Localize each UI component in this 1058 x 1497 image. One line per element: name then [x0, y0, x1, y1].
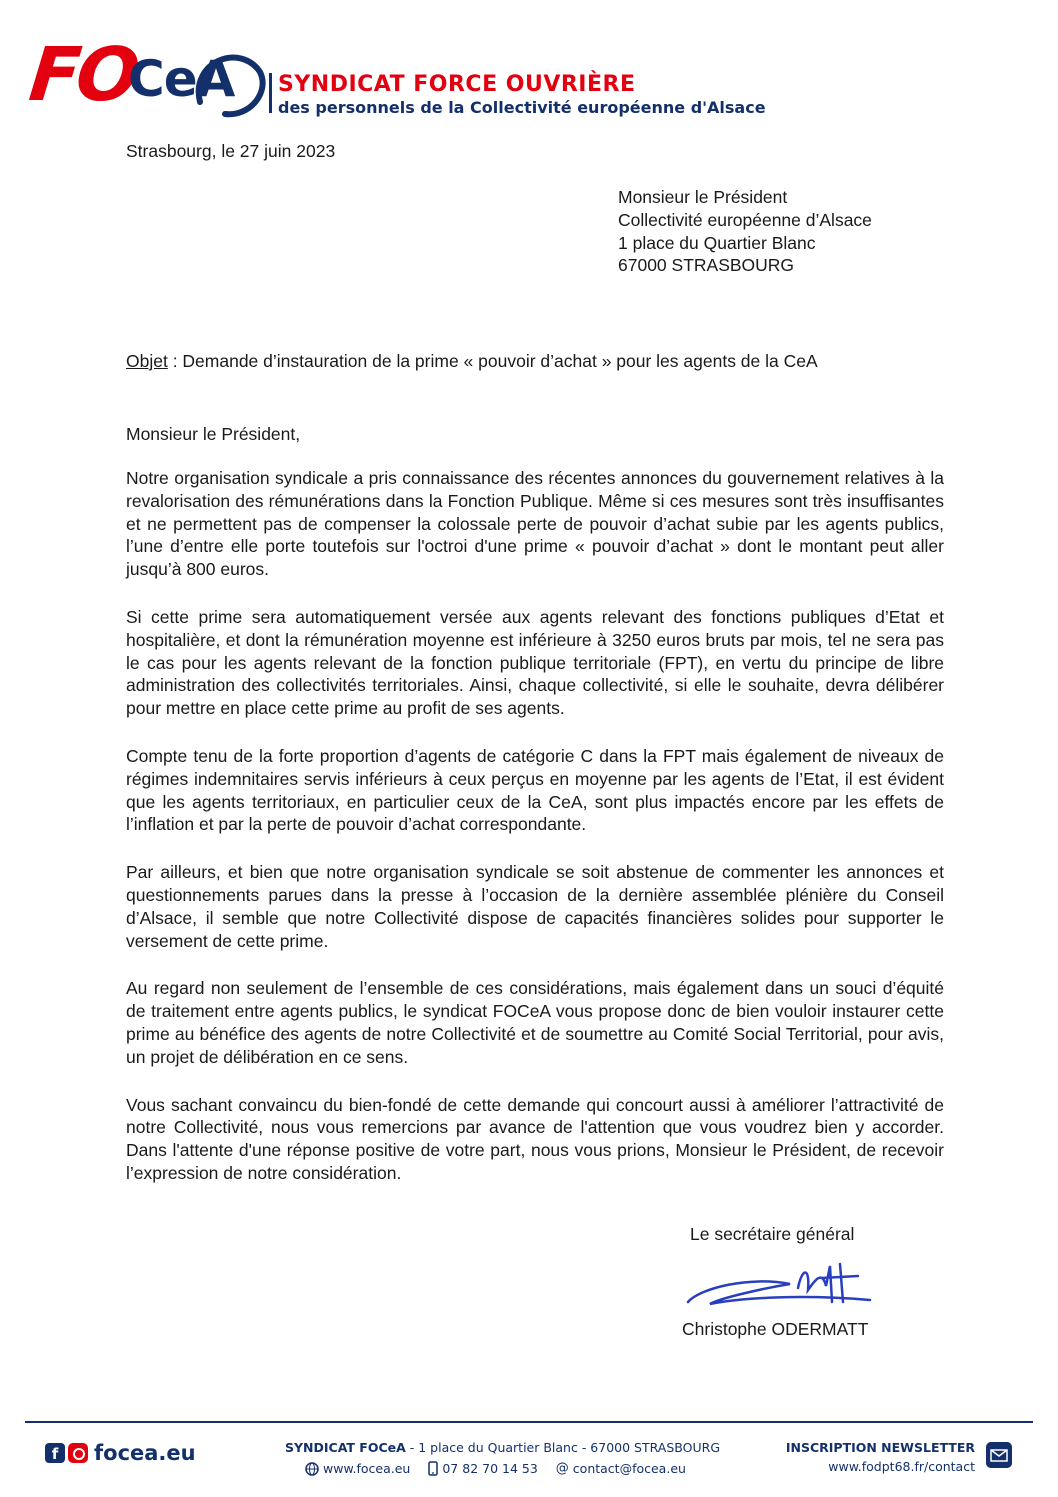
globe-icon	[305, 1462, 319, 1476]
body-paragraph: Si cette prime sera automatiquement versée aux agents relevant des fonctions publiques d’Etat et hospitalière, et dont la rémunération moyenne est inférieure à 3250 euros bruts par mois, tel ne sera pas le cas pour les agents relevant de la fonction publique territoriale (FPT), en vertu du principe de libre administration des collectivités territoriales. Ainsi, chaque collectivité, si elle le souhaite, devra délibérer pour mettre en place cette prime au profit de ses agents.	[126, 606, 944, 719]
body-paragraph: Notre organisation syndicale a pris connaissance des récentes annonces du gouvernement relatives à la revalorisation des rémunérations dans la Fonction Publique. Même si ces mesures sont très insuffisantes et ne permettent pas de compenser la colossale perte de pouvoir d’achat subie par les agents publics, l’une d’entre elle porte toutefois sur l'octroi d'une prime « pouvoir d’achat » dont le montant peut aller jusqu’à 800 euros.	[126, 468, 944, 580]
focea-logo	[25, 30, 255, 120]
footer-contacts	[285, 1461, 720, 1476]
newsletter-url[interactable]: www.fodpt68.fr/contact	[828, 1459, 975, 1474]
recipient-line: Monsieur le Président	[618, 187, 788, 207]
footer-web: www.focea.eu	[323, 1461, 411, 1476]
footer-divider	[25, 1421, 1033, 1423]
recipient-line: 67000 STRASBOURG	[618, 255, 795, 276]
body-paragraph: Compte tenu de la forte proportion d’agents de catégorie C dans la FPT mais également de niveaux de régimes indemnitaires servis inférieurs à ceux perçus en moyenne par les agents de l’Etat, il est évident que les agents territoriaux, en particulier ceux de la CeA, sont plus impactés encore par les effets de l’inflation et par la perte de pouvoir d’achat correspondante.	[126, 745, 944, 835]
newsletter-title: INSCRIPTION NEWSLETTER	[785, 1440, 975, 1455]
subject-label: Objet	[126, 351, 168, 371]
footer-email: contact@focea.eu	[572, 1461, 686, 1476]
logo-cea: CeA	[128, 50, 235, 108]
recipient-line: Collectivité européenne d’Alsace	[618, 209, 872, 230]
footer-address-org: SYNDICAT FOCeA	[285, 1440, 406, 1455]
phone-icon	[428, 1461, 438, 1476]
org-name: SYNDICAT FORCE OUVRIÈRE	[278, 72, 636, 97]
header-divider	[269, 73, 272, 113]
footer-contact-block	[285, 1440, 720, 1476]
mail-icon[interactable]	[986, 1442, 1012, 1468]
facebook-icon[interactable]: f	[45, 1443, 65, 1463]
footer-site[interactable]: focea.eu	[94, 1441, 196, 1465]
at-icon: @	[555, 1461, 569, 1476]
signer-name: Christophe ODERMATT	[682, 1319, 869, 1339]
recipient-address	[618, 186, 872, 277]
instagram-icon[interactable]	[68, 1443, 88, 1463]
footer-web-item[interactable]	[305, 1461, 410, 1476]
body-paragraph: Par ailleurs, et bien que notre organisation syndicale se soit abstenue de commenter les annonces et questionnements parues dans la presse à l’occasion de la dernière assemblée plénière du Conseil d’Alsace, il semble que notre Collectivité dispose de capacités financières solides pour supporter le versement de cette prime.	[126, 862, 944, 951]
signature	[680, 1258, 880, 1314]
logo-swoosh-icon	[180, 42, 270, 122]
footer-phone: 07 82 70 14 53	[442, 1461, 538, 1476]
recipient-line: 1 place du Quartier Blanc	[618, 232, 816, 253]
letter-date: Strasbourg, le 27 juin 2023	[126, 141, 336, 161]
newsletter-block[interactable]	[785, 1440, 975, 1474]
footer-phone-item[interactable]	[428, 1461, 537, 1476]
org-subtitle: des personnels de la Collectivité européenne d'Alsace	[278, 98, 766, 117]
subject-text: : Demande d’instauration de la prime « pouvoir d’achat » pour les agents de la CeA	[167, 351, 818, 371]
signer-title: Le secrétaire général	[690, 1224, 855, 1244]
footer-address-street: - 1 place du Quartier Blanc - 67000 STRASBOURG	[405, 1440, 720, 1455]
logo-fo: FO	[25, 32, 140, 118]
salutation: Monsieur le Président,	[126, 424, 301, 444]
subject-line	[126, 350, 946, 373]
social-links	[45, 1441, 196, 1465]
body-paragraph: Vous sachant convaincu du bien-fondé de cette demande qui concourt aussi à améliorer l’attractivité de notre Collectivité, nous vous remercions par avance de l'attention que vous voudrez bien y accorder. Dans l'attente d'une réponse positive de votre part, nous vous prions, Monsieur le Président, de recevoir l’expression de notre considération.	[126, 1094, 944, 1183]
footer-email-item[interactable]	[556, 1461, 686, 1476]
letter-body	[126, 467, 944, 1210]
body-paragraph: Au regard non seulement de l’ensemble de ces considérations, mais également dans un souci d’équité de traitement entre agents publics, le syndicat FOCeA vous propose donc de bien vouloir instaurer cette prime au bénéfice des agents de notre Collectivité et de soumettre au Comité Social Territorial, pour avis, un projet de délibération en ce sens.	[126, 978, 944, 1067]
footer-address	[285, 1440, 720, 1455]
